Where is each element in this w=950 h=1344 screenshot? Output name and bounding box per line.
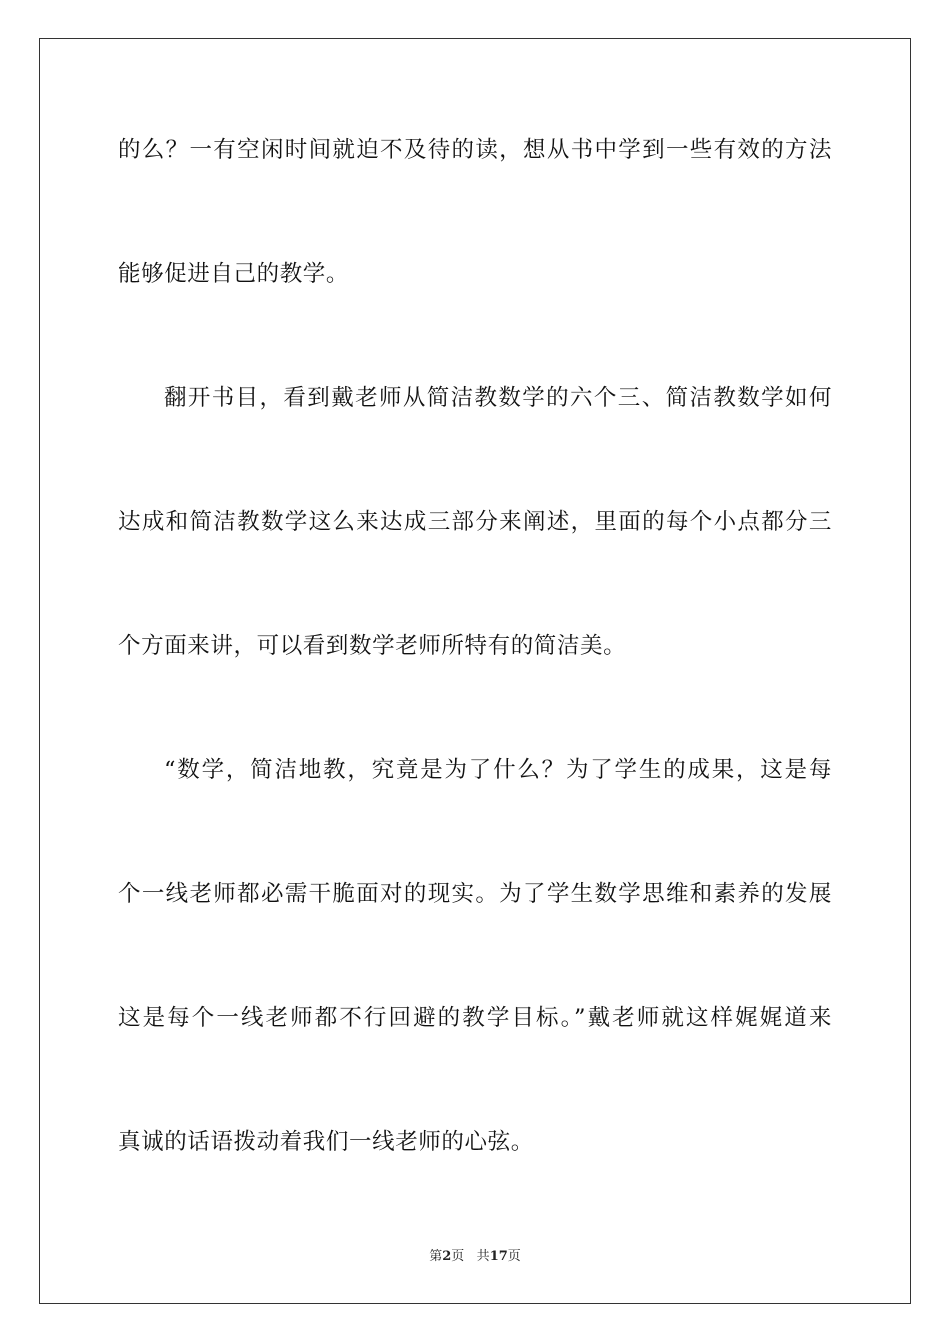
text-line: 个一线老师都必需干脆面对的现实。为了学生数学思维和素养的发展 (118, 881, 832, 907)
page-footer (0, 1248, 950, 1266)
total-page-count: 17 (489, 1249, 508, 1264)
footer-total-label: 页 (507, 1249, 521, 1264)
footer-total-prefix: 共 (476, 1249, 490, 1264)
text-line: 能够促进自己的教学。 (118, 261, 350, 287)
footer-page-label: 页 (451, 1249, 465, 1264)
text-line: 达成和简洁教数学这么来达成三部分来阐述，里面的每个小点都分三 (118, 509, 832, 535)
current-page-number: 2 (442, 1249, 452, 1264)
text-line: 这是每个一线老师都不行回避的教学目标。”戴老师就这样娓娓道来 (118, 1005, 832, 1031)
text-line: 翻开书目，看到戴老师从简洁教数学的六个三、简洁教数学如何 (164, 385, 832, 411)
page-border (39, 38, 911, 1304)
text-line: 真诚的话语拨动着我们一线老师的心弦。 (118, 1129, 534, 1155)
text-line: “数学，简洁地教，究竟是为了什么？为了学生的成果，这是每 (164, 757, 832, 783)
text-line: 的么？一有空闲时间就迫不及待的读，想从书中学到一些有效的方法 (118, 137, 832, 163)
footer-prefix: 第 (429, 1249, 443, 1264)
text-line: 个方面来讲，可以看到数学老师所特有的简洁美。 (118, 633, 627, 659)
